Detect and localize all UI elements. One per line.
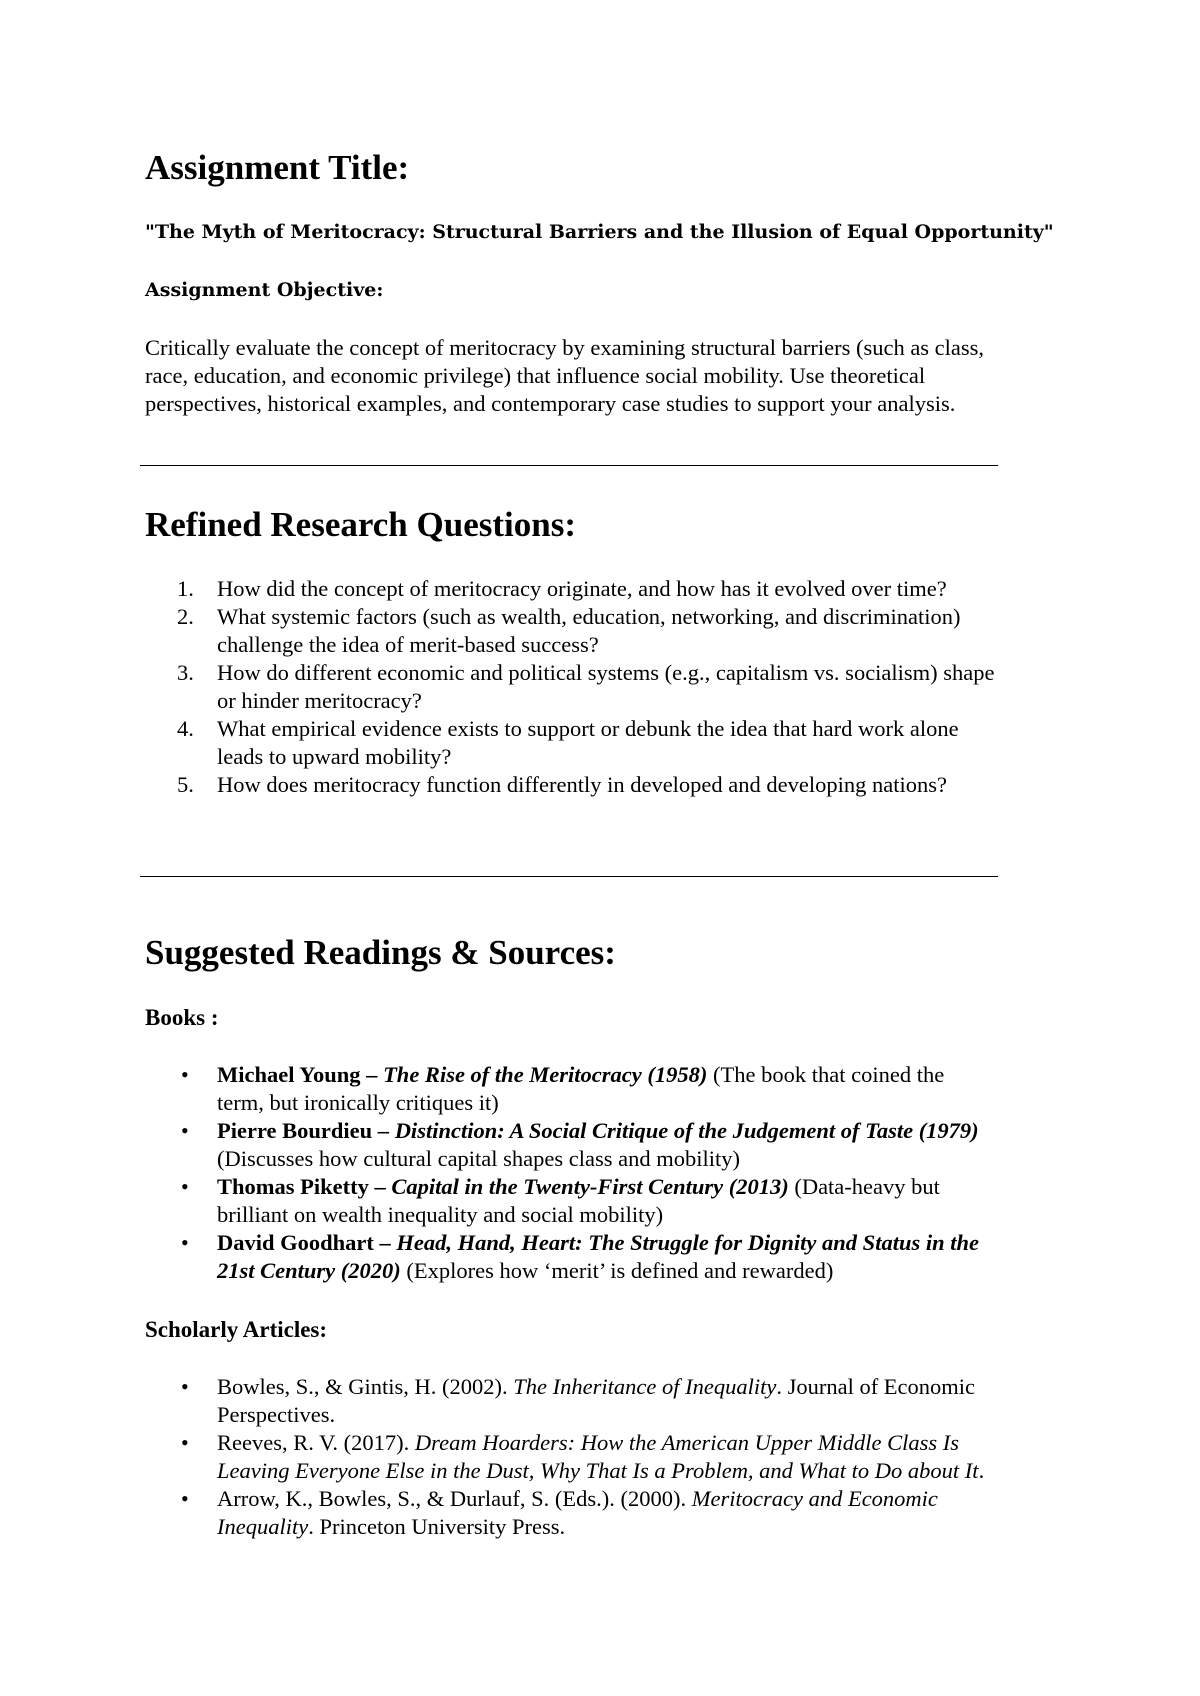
question-number: 4. <box>177 716 194 741</box>
question-text: What systemic factors (such as wealth, education, networking, and discrimination) <box>217 604 961 629</box>
book-title: Distinction: A Social Critique of the Judgement of Taste (1979) <box>394 1118 979 1143</box>
book-author: David Goodhart – <box>217 1230 391 1255</box>
question-number: 3. <box>177 660 194 685</box>
bullet-icon: • <box>181 1062 189 1087</box>
bullet-icon: • <box>181 1430 189 1455</box>
research-questions-heading: Refined Research Questions: <box>145 505 576 544</box>
bullet-icon: • <box>181 1230 189 1255</box>
list-item <box>145 1229 1125 1285</box>
article-citation: . Journal of Economic <box>776 1374 976 1399</box>
question-text: How did the concept of meritocracy originate, and how has it evolved over time? <box>217 576 947 601</box>
book-author: Michael Young – <box>217 1062 378 1087</box>
article-title: The Inheritance of Inequality <box>513 1374 777 1399</box>
articles-heading: Scholarly Articles: <box>145 1317 328 1342</box>
list-item <box>145 771 1105 799</box>
assignment-title: "The Myth of Meritocracy: Structural Barriers and the Illusion of Equal Opportunity" <box>145 221 1054 243</box>
list-item <box>145 1429 1125 1485</box>
bullet-icon: • <box>181 1486 189 1511</box>
objective-line: race, education, and economic privilege) that influence social mobility. Use theoretical <box>145 363 926 388</box>
book-note: (The book that coined the <box>713 1062 945 1087</box>
question-number: 1. <box>177 576 194 601</box>
books-heading: Books : <box>145 1005 219 1030</box>
list-item <box>145 575 1105 603</box>
question-text: or hinder meritocracy? <box>217 688 422 713</box>
research-questions-list <box>145 575 1105 799</box>
books-list <box>145 1061 1125 1285</box>
question-text: How do different economic and political systems (e.g., capitalism vs. socialism) shape <box>217 660 995 685</box>
objective-line: Critically evaluate the concept of meritocracy by examining structural barriers (such as class, <box>145 335 985 360</box>
book-title: Head, Hand, Heart: The Struggle for Dignity and Status in the <box>396 1230 979 1255</box>
list-item <box>145 1173 1125 1229</box>
book-note: (Discusses how cultural capital shapes class and mobility) <box>217 1146 741 1171</box>
list-item <box>145 1485 1125 1541</box>
article-citation: . <box>978 1458 985 1483</box>
horizontal-divider <box>140 465 998 466</box>
article-title: Inequality <box>217 1514 309 1539</box>
question-number: 2. <box>177 604 194 629</box>
book-title: 21st Century (2020) <box>217 1258 401 1283</box>
bullet-icon: • <box>181 1118 189 1143</box>
list-item <box>145 1373 1125 1429</box>
question-text: challenge the idea of merit-based success? <box>217 632 599 657</box>
question-text: What empirical evidence exists to support or debunk the idea that hard work alone <box>217 716 959 741</box>
article-citation: Reeves, R. V. (2017). <box>217 1430 410 1455</box>
question-text: How does meritocracy function differently in developed and developing nations? <box>217 772 947 797</box>
article-title: Meritocracy and Economic <box>691 1486 938 1511</box>
question-number: 5. <box>177 772 194 797</box>
list-item <box>145 1117 1125 1173</box>
article-citation: Arrow, K., Bowles, S., & Durlauf, S. (Eds.). (2000). <box>217 1486 687 1511</box>
bullet-icon: • <box>181 1174 189 1199</box>
bullet-icon: • <box>181 1374 189 1399</box>
book-note: (Data-heavy but <box>794 1174 940 1199</box>
article-title: Dream Hoarders: How the American Upper Middle Class Is <box>414 1430 960 1455</box>
book-note: brilliant on wealth inequality and social mobility) <box>217 1202 664 1227</box>
assignment-title-heading: Assignment Title: <box>145 148 410 187</box>
list-item <box>145 659 1105 715</box>
readings-heading: Suggested Readings & Sources: <box>145 933 616 972</box>
list-item <box>145 715 1105 771</box>
assignment-objective-heading: Assignment Objective: <box>145 279 384 301</box>
book-title: The Rise of the Meritocracy (1958) <box>383 1062 708 1087</box>
objective-line: perspectives, historical examples, and contemporary case studies to support your analysis. <box>145 391 956 416</box>
list-item <box>145 1061 1125 1117</box>
horizontal-divider <box>140 876 998 877</box>
article-citation: Bowles, S., & Gintis, H. (2002). <box>217 1374 508 1399</box>
book-author: Thomas Piketty – <box>217 1174 386 1199</box>
article-title: Leaving Everyone Else in the Dust, Why That Is a Problem, and What to Do about It <box>217 1458 979 1483</box>
list-item <box>145 603 1105 659</box>
book-author: Pierre Bourdieu – <box>217 1118 390 1143</box>
article-citation: Perspectives. <box>217 1402 336 1427</box>
book-note: (Explores how ‘merit’ is defined and rewarded) <box>406 1258 834 1283</box>
book-note: term, but ironically critiques it) <box>217 1090 499 1115</box>
article-citation: . Princeton University Press. <box>308 1514 566 1539</box>
question-text: leads to upward mobility? <box>217 744 452 769</box>
assignment-objective-text <box>145 334 1085 418</box>
book-title: Capital in the Twenty-First Century (2013) <box>391 1174 789 1199</box>
articles-list <box>145 1373 1125 1541</box>
